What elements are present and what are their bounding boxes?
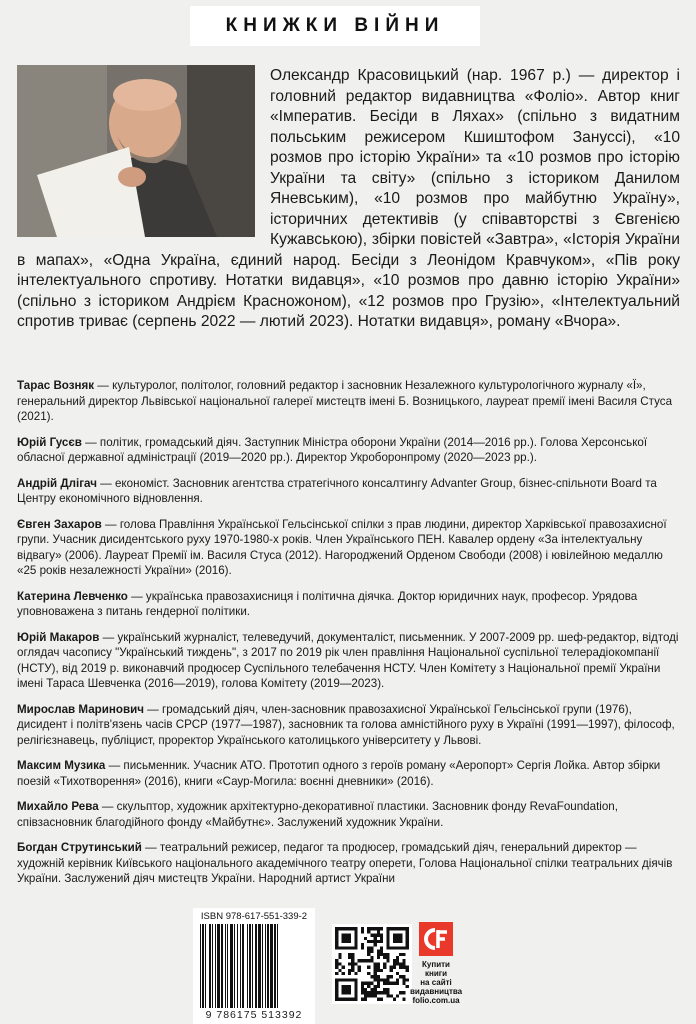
contributor-entry bbox=[17, 702, 682, 749]
isbn-digits: 9 786175 513392 bbox=[205, 1009, 303, 1021]
contributor-name: Максим Музика bbox=[17, 759, 106, 772]
buy-line: на сайті bbox=[420, 978, 452, 987]
series-title: КНИЖКИ ВІЙНИ bbox=[225, 15, 445, 36]
contributors-list bbox=[17, 378, 682, 897]
contributor-entry bbox=[17, 435, 682, 466]
contributor-entry bbox=[17, 589, 682, 620]
contributor-name: Михайло Рева bbox=[17, 800, 99, 813]
buy-line: Купити книги bbox=[422, 960, 450, 978]
contributor-text: — український журналіст, телеведучий, документаліст, письменник. У 2007-2009 рр. шеф-редактор, відтоді оглядач часопису "Український тиждень", з 2017 по 2019 рік член правління Національної суспільної телерадіокомпанії (НСТУ), від 2019 р. виконавчий продюсер Суспільного телебачення НСТУ. Член Комітету з Національної премії України імені Тараса Шевченка (2016—2019), голова Комітету (2019—2023). bbox=[17, 630, 679, 690]
contributor-name: Юрій Гусєв bbox=[17, 435, 82, 449]
contributor-entry bbox=[17, 476, 682, 507]
buy-line: folio.com.ua bbox=[412, 996, 460, 1005]
contributor-text: — скульптор, художник архітектурно-декоративної пластики. Засновник фонду RevaFoundation, співзасновник благодійного фонду «Майбутнє». Заслужений художник України. bbox=[17, 800, 618, 829]
contributor-entry bbox=[17, 840, 682, 887]
barcode-icon bbox=[199, 924, 309, 1008]
contributor-entry bbox=[17, 517, 682, 579]
contributor-name: Тарас Возняк bbox=[17, 379, 95, 392]
author-bio bbox=[17, 66, 680, 333]
contributor-name: Євген Захаров bbox=[17, 517, 102, 531]
contributor-entry bbox=[17, 758, 682, 789]
contributor-text: — політик, громадський діяч. Заступник Міністра оборони України (2014—2016 рр.). Голова Херсонської обласної державної адміністрації (2019—2020 рр.). Директор Укроборонпрому (2020—2023 рр.). bbox=[17, 435, 648, 464]
contributor-name: Юрій Макаров bbox=[17, 630, 100, 644]
author-bio-text: Олександр Красовицький (нар. 1967 р.) — директор і головний редактор видавництва «Фоліо». Автор книг «Імператив. Бесіди в Ляхах» (спільно з видатним польським режисером Кшиштофом Зануссі), «10 розмов про історію України» та «10 розмов про історію України та світу» (спільно з істориком Данилом Яневським), «10 розмов про майбутню Україну», історичних детективів (у співавторстві з Євгенією Кужавською), збірки повістей «Завтра», «Історія України в мапах», «Одна Україна, єдиний народ. Бесіди з Леонідом Кравчуком», «Пів року інтелектуального спротиву. Нотатки видавця», «10 розмов про давню історію України» (спільно з істориком Андрієм Красножоном), «12 розмов про Грузію», «Інтелектуальний спротив триває (серпень 2022 — лютий 2023). Нотатки видавця», роману «Вчора». bbox=[17, 67, 680, 330]
contributor-text: — українська правозахисниця і політична діячка. Доктор юридичних наук, професор. Урядова уповноважена з питань гендерної політики. bbox=[17, 589, 638, 618]
folio-logo-icon bbox=[419, 922, 453, 956]
contributor-name: Андрій Длігач bbox=[17, 476, 97, 490]
contributor-text: — громадський діяч, член-засновник правозахисної Української Гельсінської групи (1976), дисидент і політв'язень часів СРСР (1977—1987), засновник та голова амністійного руху в Україні (1991—1997), філософ, релігієзнавець, публіцист, проректор Українського католицького університету у Львові. bbox=[17, 702, 675, 747]
contributor-text: — голова Правління Української Гельсінської спілки з прав людини, директор Харківської правозахисної групи. Учасник дисидентського руху 1970-1980-х років. Член Українського ПЕН. Кавалер ордену «За інтелектуальну відвагу» (2006). Лауреат Премії ім. Василя Стуса (2012). Нагороджений Орденом Свободи (2008) і ювілейною медаллю «25 років незалежності України» (2016). bbox=[17, 517, 667, 577]
contributor-text: — економіст. Засновник агентства стратегічного консалтингу Advanter Group, бізнес-спільноти Board та Центру економічного відновлення. bbox=[17, 476, 657, 505]
contributor-entry bbox=[17, 799, 682, 830]
contributor-text: — письменник. Учасник АТО. Прототип одного з героїв роману «Аеропорт» Сергія Лойка. Автор збірки поезій «Тихотворення» (2016), книги «Саур-Могила: воєнні дневники» (2016). bbox=[17, 759, 661, 788]
contributor-text: — культуролог, політолог, головний редактор і засновник Незалежного культурологічного журналу «Ї», генеральний директор Львівської національної галереї мистецтв імені Б. Возницького, лауреат премії імені Василя Стуса (2021). bbox=[17, 379, 673, 423]
contributor-name: Катерина Левченко bbox=[17, 589, 128, 603]
contributor-name: Богдан Струтинський bbox=[17, 841, 142, 854]
contributor-entry bbox=[17, 630, 682, 692]
isbn-label: ISBN 978-617-551-339-2 bbox=[200, 911, 308, 922]
series-banner bbox=[190, 6, 480, 46]
buy-line: видавництва bbox=[410, 987, 463, 996]
contributor-entry bbox=[17, 378, 682, 425]
buy-online-text bbox=[410, 960, 462, 1005]
contributor-name: Мирослав Маринович bbox=[17, 702, 144, 716]
contributor-text: — театральний режисер, педагог та продюсер, громадський діяч, генеральний директор — художній керівник Київського національного академічного театру оперети, Голова Національної спілки театральних діячів України. Заслужений діяч мистецтв України. Народний артист України bbox=[17, 841, 673, 885]
isbn-barcode bbox=[193, 908, 315, 1024]
qr-code-icon bbox=[332, 924, 412, 1004]
